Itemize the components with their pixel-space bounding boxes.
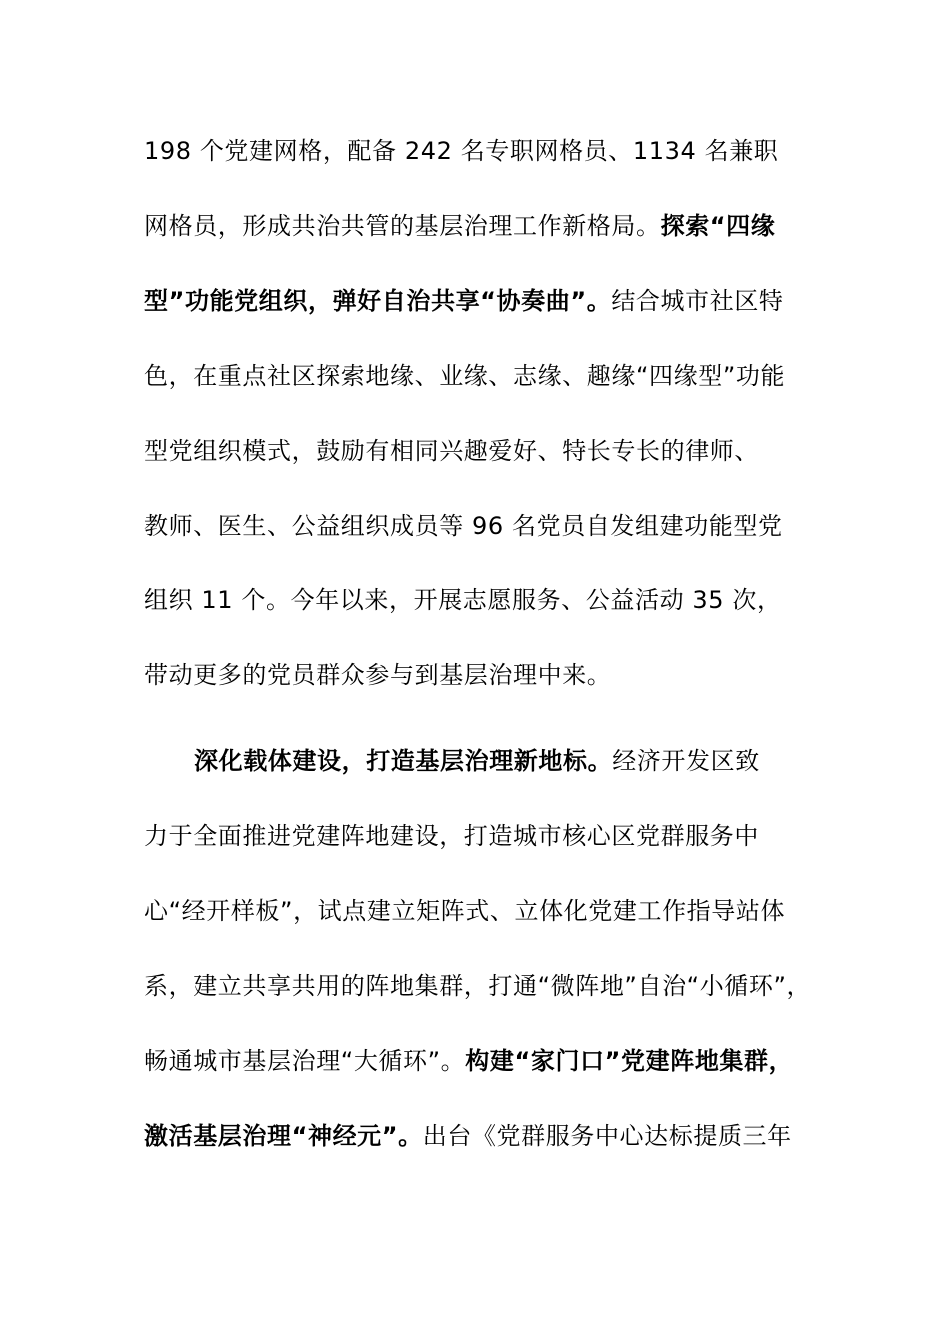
text-line-11 — [144, 895, 785, 927]
bold-heading-segment: 型”功能党组织，弹好自治共享“协奏曲”。 — [144, 287, 612, 315]
text-line-1 — [144, 135, 778, 167]
bold-heading-segment: 探索“四缘 — [660, 212, 776, 240]
text-line-13 — [144, 1045, 793, 1077]
bold-heading-segment: 深化载体建设，打造基层治理新地标。 — [194, 747, 613, 775]
text-line-10 — [144, 820, 759, 852]
text-segment: 198 个党建网格，配备 242 名专职网格员、1134 名兼职 — [144, 137, 779, 165]
text-line-4 — [144, 360, 785, 392]
text-line-6 — [144, 510, 783, 542]
text-segment: 网格员，形成共治共管的基层治理工作新格局。 — [144, 212, 661, 240]
text-line-9 — [194, 745, 760, 777]
text-segment: 结合城市社区特 — [611, 287, 784, 315]
text-segment: 带动更多的党员群众参与到基层治理中来。 — [144, 661, 612, 689]
text-line-7 — [144, 584, 782, 616]
text-segment: 色，在重点社区探索地缘、业缘、志缘、趣缘“四缘型”功能 — [144, 362, 786, 390]
text-segment: 心“经开样板”，试点建立矩阵式、立体化党建工作指导站体 — [144, 897, 786, 925]
text-segment: 组织 11 个。今年以来，开展志愿服务、公益活动 35 次， — [144, 586, 782, 614]
text-line-12 — [144, 970, 811, 1002]
text-line-14 — [144, 1120, 792, 1152]
bold-heading-segment: 激活基层治理“神经元”。 — [144, 1122, 423, 1150]
text-line-5 — [144, 435, 759, 467]
text-line-2 — [144, 210, 775, 242]
text-segment: 经济开发区致 — [612, 747, 760, 775]
text-segment: 出台《党群服务中心达标提质三年 — [422, 1122, 792, 1150]
text-segment: 畅通城市基层治理“大循环”。 — [144, 1047, 466, 1075]
text-segment: 力于全面推进党建阵地建设，打造城市核心区党群服务中 — [144, 822, 759, 850]
text-segment: 系，建立共享共用的阵地集群，打通“微阵地”自治“小循环”， — [144, 972, 812, 1000]
text-line-3 — [144, 285, 784, 317]
text-segment: 教师、医生、公益组织成员等 96 名党员自发组建功能型党 — [144, 512, 783, 540]
text-segment: 型党组织模式，鼓励有相同兴趣爱好、特长专长的律师、 — [144, 437, 759, 465]
text-line-8 — [144, 659, 611, 691]
bold-heading-segment: 构建“家门口”党建阵地集群， — [465, 1047, 794, 1075]
